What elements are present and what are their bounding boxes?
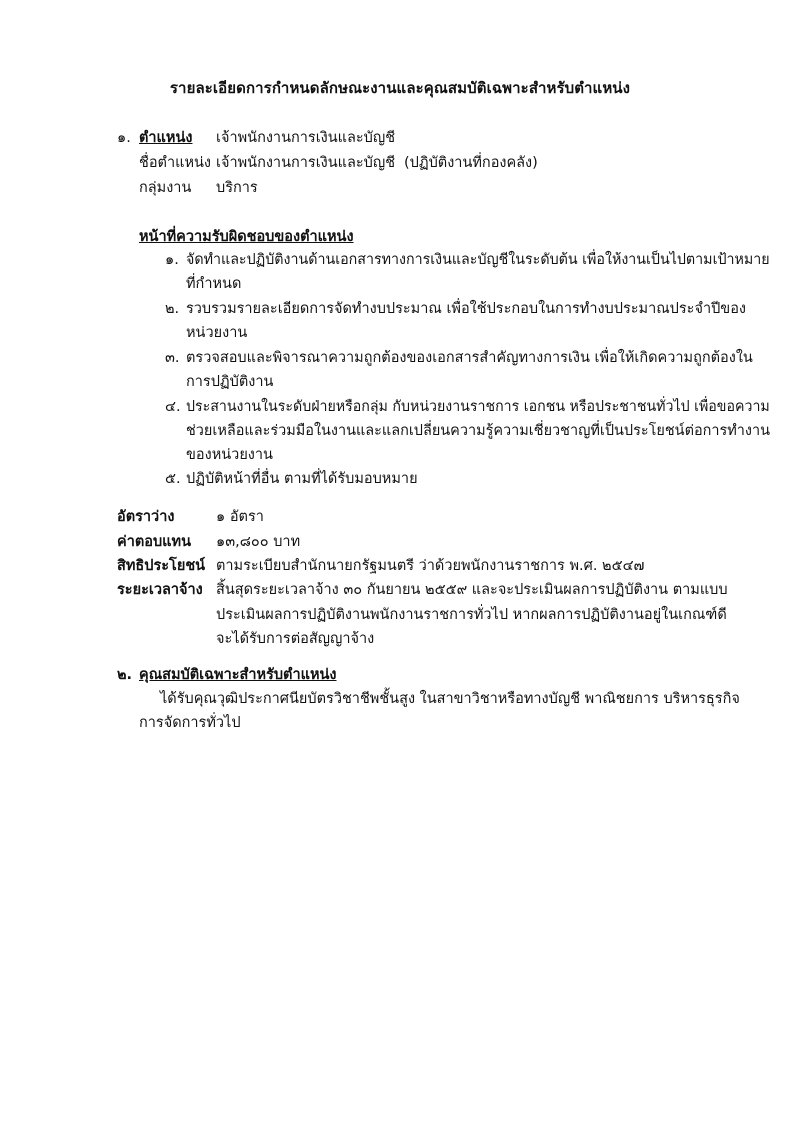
section2-number: ๒. bbox=[117, 667, 133, 683]
term-line: ประเมินผลการปฏิบัติงานพนักงานราชการทั่วไป หากผลการปฏิบัติงานอยู่ในเกณฑ์ดี bbox=[216, 607, 727, 623]
term-line: จะได้รับการต่อสัญญาจ้าง bbox=[216, 631, 375, 647]
section1-number: ๑. bbox=[117, 130, 131, 146]
duty-text: ตรวจสอบและพิจารณาความถูกต้องของเอกสารสำคัญทางการเงิน เพื่อให้เกิดความถูกต้องใน bbox=[186, 350, 753, 366]
duty-text-cont: หน่วยงาน bbox=[186, 325, 248, 341]
duty-text-cont: ช่วยเหลือและร่วมมือในงานและแลกเปลี่ยนความรู้ความเชี่ยวชาญที่เป็นประโยชน์ต่อการทำงาน bbox=[186, 423, 770, 439]
qualifications-text: ได้รับคุณวุฒิประกาศนียบัตรวิชาชีพชั้นสูง ในสาขาวิชาหรือทางบัญชี พาณิชยการ บริหารธุรกิจ bbox=[160, 691, 740, 707]
benefits-value: ตามระเบียบสำนักนายกรัฐมนตรี ว่าด้วยพนักงานราชการ พ.ศ. ๒๕๔๗ bbox=[216, 558, 645, 574]
qualifications-heading: คุณสมบัติเฉพาะสำหรับตำแหน่ง bbox=[139, 667, 337, 683]
duty-text: รวบรวมรายละเอียดการจัดทำงบประมาณ เพื่อใช้ประกอบในการทำงบประมาณประจำปีของ bbox=[186, 301, 747, 317]
duties-heading: หน้าที่ความรับผิดชอบของตำแหน่ง bbox=[139, 229, 354, 245]
vacancy-value: ๑ อัตรา bbox=[216, 509, 264, 525]
group-value: บริการ bbox=[216, 180, 258, 196]
duty-number: ๑. bbox=[165, 252, 179, 268]
salary-label: ค่าตอบแทน bbox=[117, 534, 191, 550]
position-name-value: เจ้าพนักงานการเงินและบัญชี bbox=[216, 155, 396, 171]
duty-number: ๒. bbox=[165, 301, 180, 317]
salary-value: ๑๓,๘๐๐ บาท bbox=[216, 534, 301, 550]
duty-number: ๓. bbox=[165, 350, 180, 366]
duty-text-cont: การปฏิบัติงาน bbox=[186, 374, 274, 390]
duty-text-cont: ของหน่วยงาน bbox=[186, 447, 273, 463]
duty-number: ๔. bbox=[165, 399, 181, 415]
duty-text-cont: ที่กำหนด bbox=[186, 276, 242, 292]
position-value: เจ้าพนักงานการเงินและบัญชี bbox=[216, 130, 396, 146]
vacancy-label: อัตราว่าง bbox=[117, 509, 175, 525]
group-label: กลุ่มงาน bbox=[139, 180, 192, 196]
duty-number: ๕. bbox=[165, 471, 181, 487]
term-label: ระยะเวลาจ้าง bbox=[117, 582, 203, 598]
document-title: รายละเอียดการกำหนดลักษณะงานและคุณสมบัติเฉพาะสำหรับตำแหน่ง bbox=[169, 79, 631, 97]
position-label: ตำแหน่ง bbox=[139, 130, 193, 146]
duty-text: จัดทำและปฏิบัติงานด้านเอกสารทางการเงินและบัญชีในระดับต้น เพื่อให้งานเป็นไปตามเป้าหมาย bbox=[186, 252, 770, 268]
position-name-label: ชื่อตำแหน่ง bbox=[139, 155, 212, 171]
position-name-note: (ปฏิบัติงานที่กองคลัง) bbox=[404, 155, 538, 171]
duty-text: ประสานงานในระดับฝ่ายหรือกลุ่ม กับหน่วยงานราชการ เอกชน หรือประชาชนทั่วไป เพื่อขอความ bbox=[186, 399, 770, 415]
duty-text: ปฏิบัติหน้าที่อื่น ตามที่ได้รับมอบหมาย bbox=[186, 471, 418, 487]
term-line: สิ้นสุดระยะเวลาจ้าง ๓๐ กันยายน ๒๕๕๙ และจะประเมินผลการปฏิบัติงาน ตามแบบ bbox=[216, 582, 728, 598]
benefits-label: สิทธิประโยชน์ bbox=[117, 558, 206, 574]
qualifications-text-cont: การจัดการทั่วไป bbox=[139, 715, 241, 731]
